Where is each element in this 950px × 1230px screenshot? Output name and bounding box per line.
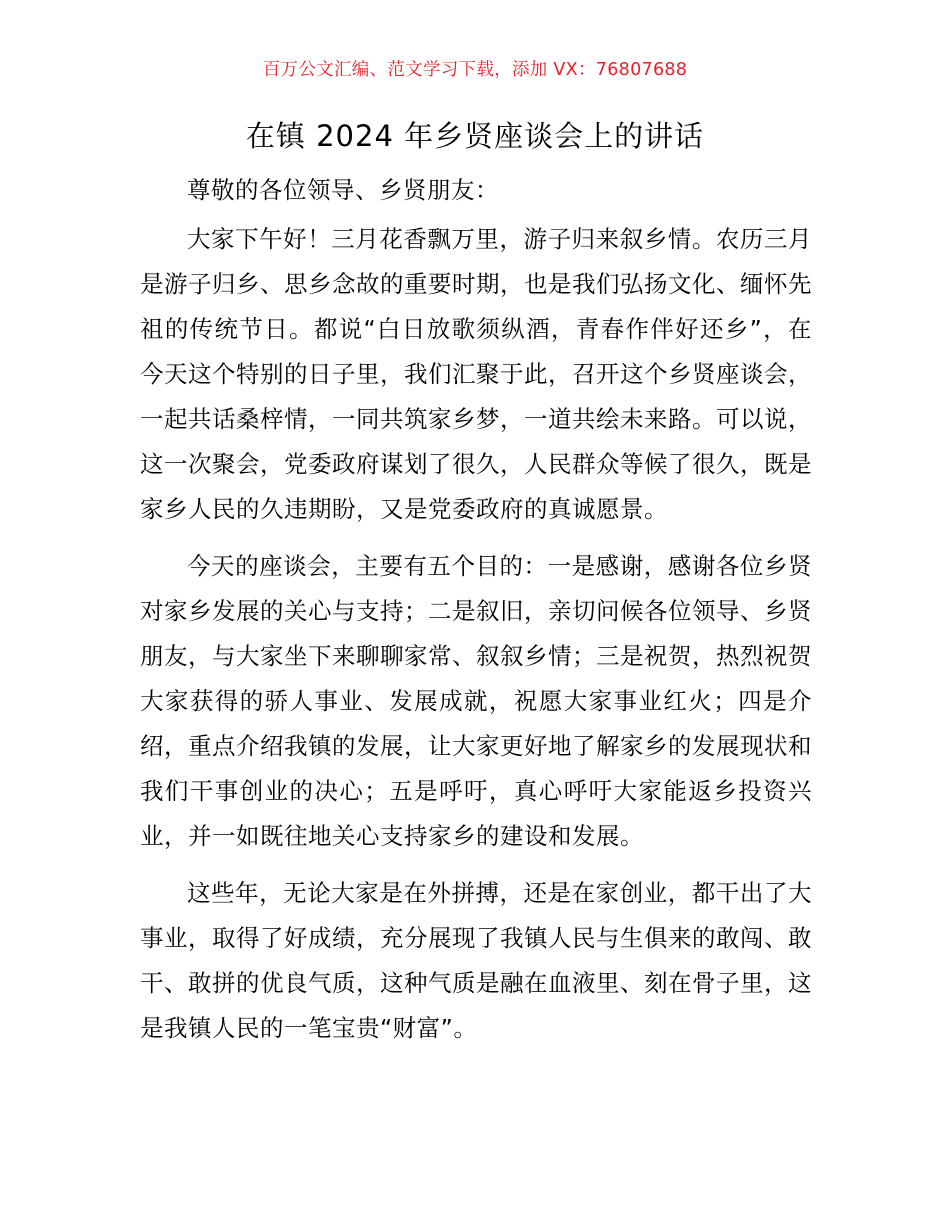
document-body [140, 168, 812, 1063]
paragraph: 这些年，无论大家是在外拼搏，还是在家创业，都干出了大事业，取得了好成绩，充分展现了我镇人民与生俱来的敢闯、敢干、敢拼的优良气质，这种气质是融在血液里、刻在骨子里，这是我镇人民的一笔宝贵“财富”。 [140, 879, 812, 1042]
paragraph: 大家下午好！三月花香飘万里，游子归来叙乡情。农历三月是游子归乡、思乡念故的重要时期，也是我们弘扬文化、缅怀先祖的传统节日。都说“白日放歌须纵酒，青春作伴好还乡”，在今天这个特别的日子里，我们汇聚于此，召开这个乡贤座谈会，一起共话桑梓情，一同共筑家乡梦，一道共绘未来路。可以说，这一次聚会，党委政府谋划了很久，人民群众等候了很久，既是家乡人民的久违期盼，又是党委政府的真诚愿景。 [140, 225, 812, 523]
salutation: 尊敬的各位领导、乡贤朋友： [187, 176, 499, 204]
document-title: 在镇 2024 年乡贤座谈会上的讲话 [245, 119, 705, 153]
paragraph: 今天的座谈会，主要有五个目的：一是感谢，感谢各位乡贤对家乡发展的关心与支持；二是叙旧，亲切问候各位领导、乡贤朋友，与大家坐下来聊聊家常、叙叙乡情；三是祝贺，热烈祝贺大家获得的骄人事业、发展成就，祝愿大家事业红火；四是介绍，重点介绍我镇的发展，让大家更好地了解家乡的发展现状和我们干事创业的决心；五是呼吁，真心呼吁大家能返乡投资兴业，并一如既往地关心支持家乡的建设和发展。 [140, 552, 812, 850]
header-watermark-note: 百万公文汇编、范文学习下载，添加 VX：76807688 [262, 60, 688, 80]
